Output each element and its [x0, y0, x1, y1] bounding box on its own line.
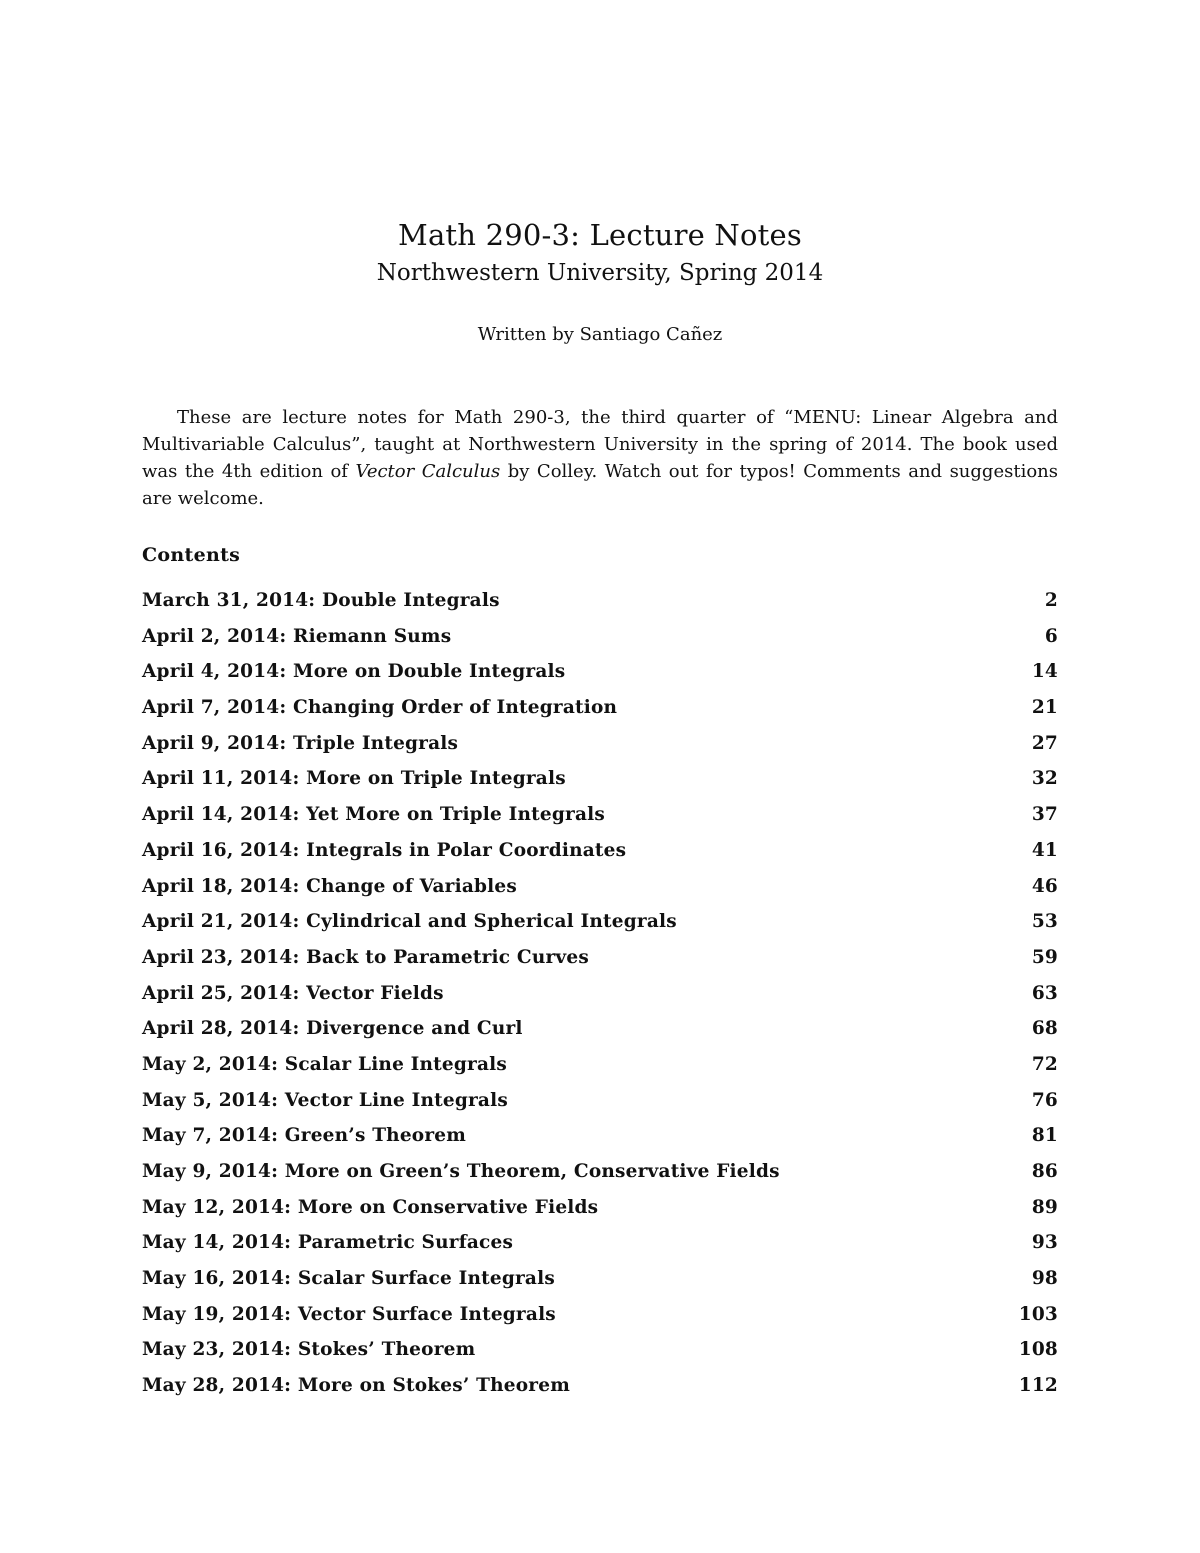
- toc-entry-title[interactable]: March 31, 2014: Double Integrals: [142, 590, 500, 611]
- contents-heading: Contents: [142, 544, 241, 566]
- toc-entry-title[interactable]: May 16, 2014: Scalar Surface Integrals: [142, 1268, 555, 1290]
- toc-entry-title[interactable]: May 12, 2014: More on Conservative Fields: [142, 1196, 599, 1218]
- book-title: Vector Calculus: [355, 461, 501, 482]
- toc-entry-title[interactable]: April 25, 2014: Vector Fields: [142, 982, 444, 1004]
- toc-entry-page-number[interactable]: 6: [1044, 625, 1058, 647]
- toc-entry-title[interactable]: May 14, 2014: Parametric Surfaces: [142, 1232, 514, 1254]
- toc-entry-title[interactable]: May 7, 2014: Green’s Theorem: [142, 1125, 467, 1147]
- toc-entry-page-number[interactable]: 46: [1031, 875, 1058, 897]
- toc-entry-page-number[interactable]: 59: [1031, 946, 1058, 968]
- toc-entry[interactable]: [142, 697, 1058, 733]
- document-title: Math 290-3: Lecture Notes: [398, 218, 802, 252]
- toc-entry[interactable]: [142, 1339, 1058, 1375]
- toc-entry-page-number[interactable]: 32: [1031, 768, 1058, 790]
- toc-entry-title[interactable]: April 14, 2014: Yet More on Triple Integrals: [142, 804, 605, 826]
- toc-entry-page-number[interactable]: 98: [1031, 1268, 1058, 1290]
- toc-entry-title[interactable]: April 11, 2014: More on Triple Integrals: [142, 768, 566, 790]
- table-of-contents: [142, 590, 1058, 1411]
- toc-entry[interactable]: [142, 1197, 1058, 1233]
- toc-entry-title[interactable]: April 4, 2014: More on Double Integrals: [142, 661, 566, 683]
- toc-entry-page-number[interactable]: 37: [1031, 804, 1058, 826]
- toc-entry-title[interactable]: April 28, 2014: Divergence and Curl: [142, 1018, 523, 1040]
- toc-entry-title[interactable]: May 28, 2014: More on Stokes’ Theorem: [142, 1375, 570, 1397]
- toc-entry[interactable]: [142, 626, 1058, 662]
- toc-entry[interactable]: [142, 983, 1058, 1019]
- document-subtitle: Northwestern University, Spring 2014: [376, 260, 824, 286]
- toc-entry[interactable]: [142, 1161, 1058, 1197]
- toc-entry[interactable]: [142, 1375, 1058, 1411]
- toc-entry[interactable]: [142, 768, 1058, 804]
- toc-entry[interactable]: [142, 1125, 1058, 1161]
- toc-entry-title[interactable]: May 2, 2014: Scalar Line Integrals: [142, 1053, 508, 1075]
- toc-entry-page-number[interactable]: 103: [1018, 1303, 1058, 1325]
- toc-entry[interactable]: [142, 590, 1058, 626]
- toc-entry-page-number[interactable]: 14: [1031, 661, 1058, 683]
- toc-entry[interactable]: [142, 911, 1058, 947]
- toc-entry-page-number[interactable]: 108: [1018, 1339, 1058, 1361]
- toc-entry-title[interactable]: April 18, 2014: Change of Variables: [142, 875, 517, 897]
- toc-entry-title[interactable]: April 7, 2014: Changing Order of Integration: [142, 697, 618, 719]
- toc-entry-title[interactable]: April 2, 2014: Riemann Sums: [142, 625, 452, 647]
- toc-entry-page-number[interactable]: 112: [1018, 1375, 1058, 1397]
- toc-entry[interactable]: [142, 804, 1058, 840]
- toc-entry[interactable]: [142, 1018, 1058, 1054]
- abstract-paragraph: [142, 404, 1058, 512]
- toc-entry-page-number[interactable]: 2: [1044, 590, 1058, 611]
- toc-entry[interactable]: [142, 840, 1058, 876]
- toc-entry-title[interactable]: April 21, 2014: Cylindrical and Spherical Integrals: [142, 911, 677, 933]
- toc-entry-title[interactable]: May 19, 2014: Vector Surface Integrals: [142, 1303, 556, 1325]
- toc-entry-page-number[interactable]: 89: [1031, 1196, 1058, 1218]
- toc-entry-page-number[interactable]: 63: [1031, 982, 1058, 1004]
- toc-entry[interactable]: [142, 947, 1058, 983]
- toc-entry-page-number[interactable]: 86: [1031, 1161, 1058, 1182]
- toc-entry-title[interactable]: May 9, 2014: More on Green’s Theorem, Conservative Fields: [142, 1161, 780, 1182]
- abstract-text-start: These are lecture notes for Math 290-3, the third quarter of “MENU: Linear Algebra and Multivariable Calculus”, taught at Northwestern University in the spring of 2014. The book used was the 4th edition of: [142, 407, 1058, 482]
- toc-entry-page-number[interactable]: 27: [1031, 732, 1058, 754]
- toc-entry-page-number[interactable]: 76: [1031, 1089, 1058, 1111]
- toc-entry-page-number[interactable]: 93: [1031, 1232, 1058, 1254]
- toc-entry-page-number[interactable]: 41: [1031, 839, 1058, 861]
- toc-entry-page-number[interactable]: 53: [1031, 911, 1058, 933]
- abstract-text-end: by Colley. Watch out for typos! Comments and suggestions are welcome.: [142, 461, 1058, 509]
- toc-entry[interactable]: [142, 876, 1058, 912]
- toc-entry[interactable]: [142, 1304, 1058, 1340]
- toc-entry-title[interactable]: May 5, 2014: Vector Line Integrals: [142, 1089, 508, 1111]
- toc-entry-title[interactable]: May 23, 2014: Stokes’ Theorem: [142, 1339, 476, 1361]
- toc-entry-page-number[interactable]: 81: [1031, 1125, 1058, 1147]
- toc-entry-title[interactable]: April 16, 2014: Integrals in Polar Coordinates: [142, 839, 627, 861]
- toc-entry-title[interactable]: April 23, 2014: Back to Parametric Curves: [142, 946, 589, 968]
- toc-entry[interactable]: [142, 1054, 1058, 1090]
- toc-entry[interactable]: [142, 1268, 1058, 1304]
- toc-entry[interactable]: [142, 661, 1058, 697]
- toc-entry[interactable]: [142, 733, 1058, 769]
- toc-entry-page-number[interactable]: 72: [1031, 1053, 1058, 1075]
- toc-entry-page-number[interactable]: 21: [1031, 697, 1058, 719]
- toc-entry[interactable]: [142, 1090, 1058, 1126]
- author-line: Written by Santiago Cañez: [477, 324, 723, 345]
- toc-entry[interactable]: [142, 1232, 1058, 1268]
- toc-entry-title[interactable]: April 9, 2014: Triple Integrals: [142, 732, 459, 754]
- toc-entry-page-number[interactable]: 68: [1031, 1018, 1058, 1040]
